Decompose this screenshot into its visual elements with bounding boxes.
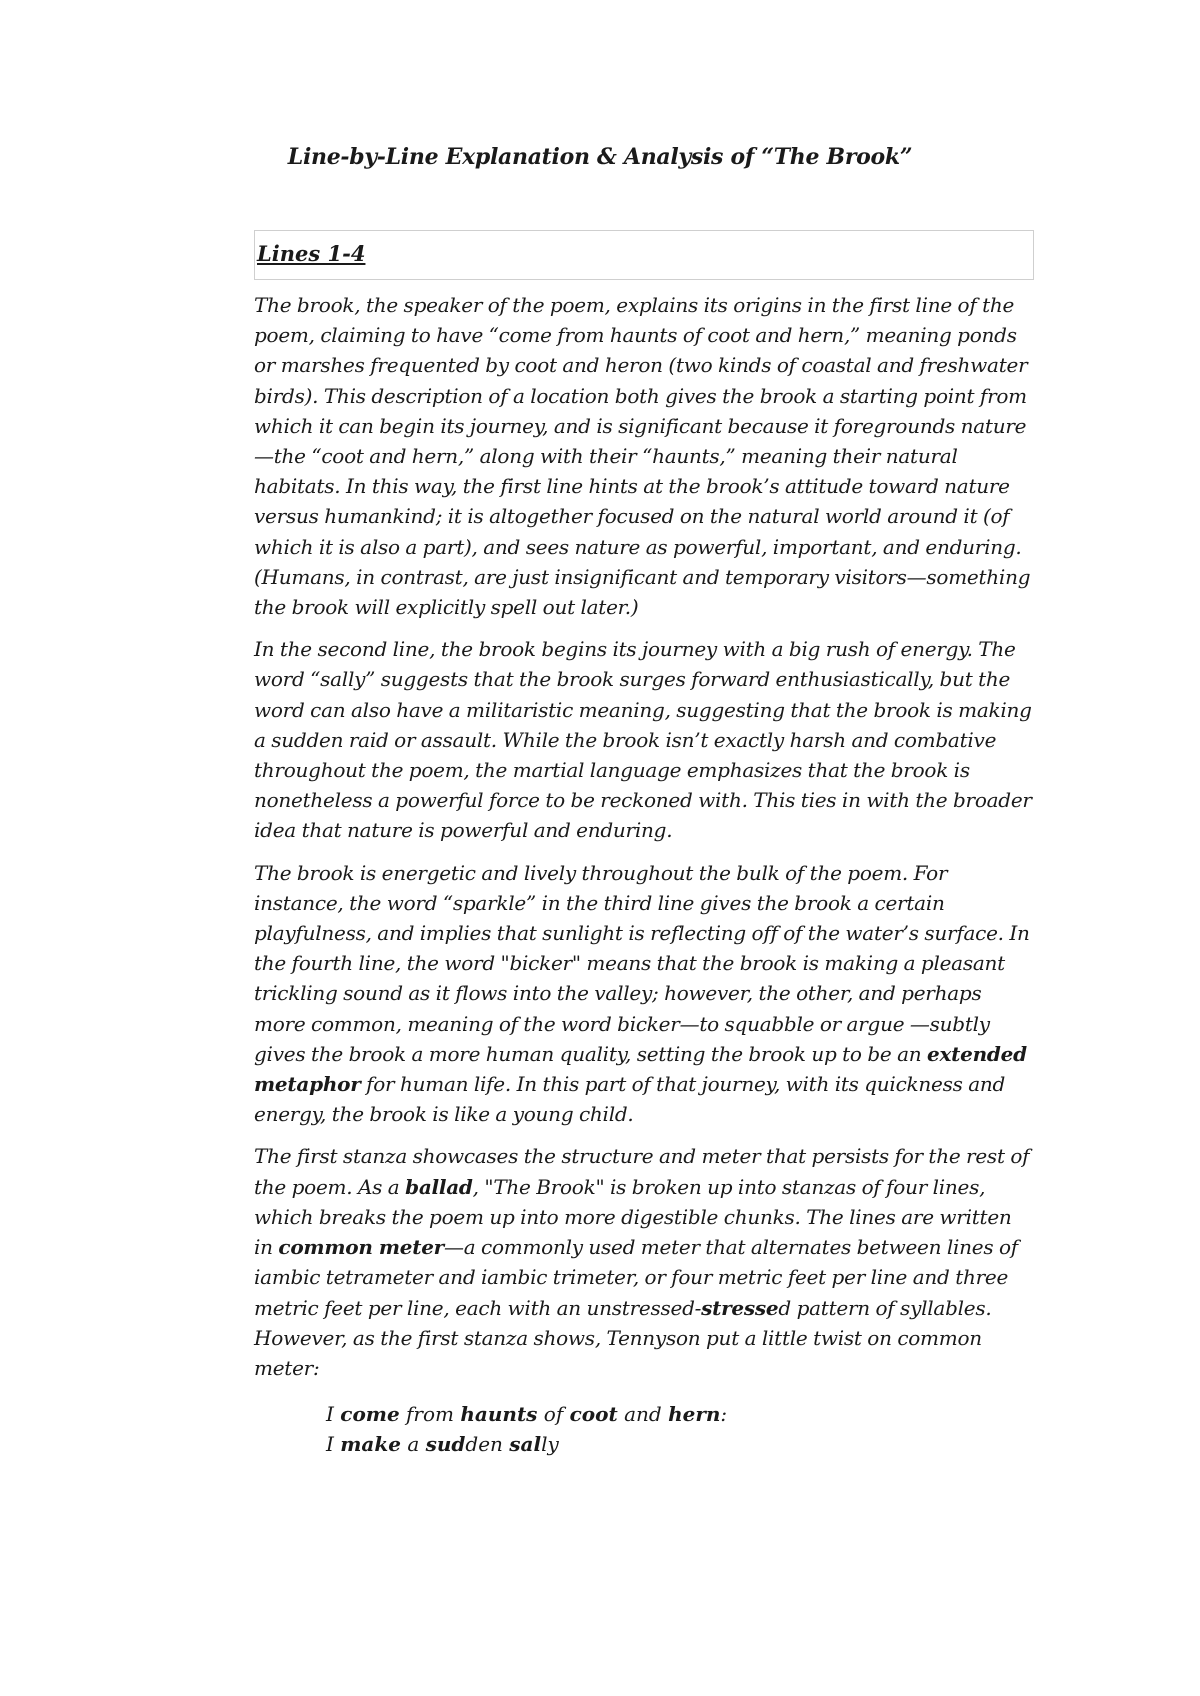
paragraph-4-text-d: d pattern of syllables. However, as the first stanza shows, Tennyson put a little twist on common meter: [254,1295,992,1380]
unstressed-text: from [399,1402,461,1427]
paragraph-2: In the second line, the brook begins its journey with a big rush of energy. The word “sally” suggests that the brook surges forward enthusiastically, but the word can also have a militaristic meaning, suggesting that the brook is making a sudden raid or assault. While the brook isn’t exactly harsh and combative throughout the poem, the martial language emphasizes that the brook is nonetheless a powerful force to be reckoned with. This ties in with the broader idea that nature is powerful and enduring. [254,637,1032,843]
paragraph-4 [254,1141,1034,1383]
stressed-syllable: come [340,1402,400,1427]
paragraph-3-text-b: for human life. In this part of that journey, with its quickness and energy, the brook is like a young child. [254,1072,1006,1127]
poem-quote [326,1399,1034,1459]
stressed-syllable: sud [425,1432,466,1457]
section-heading [254,230,1034,280]
paragraph-4-text-a: The first stanza showcases the structure and meter that persists for the rest of the poem. As a [254,1144,1030,1199]
unstressed-text: of [537,1402,570,1427]
paragraph-3-text-a: The brook is energetic and lively throughout the bulk of the poem. For instance, the word “sparkle” in the third line gives the brook a certain playfulness, and implies that sunlight is reflecting off of the water’s surface. In the fourth line, the word "bicker" means that the brook is making a pleasant trickling sound as it flows into the valley; however, the other, and perhaps more common, meaning of the word bicker—to squabble or argue —subtly gives the brook a more human quality, setting the brook up to be an [254,860,1030,1066]
term-common-meter: common meter [278,1235,444,1260]
unstressed-text: ly [541,1432,559,1457]
paragraph-1: The brook, the speaker of the poem, explains its origins in the first line of the poem, claiming to have “come from haunts of coot and hern,” meaning ponds or marshes frequented by coot and heron (two kinds of coastal and freshwater birds). This description of a location both gives the brook a starting point from which it can begin its journey, and is significant because it foregrounds nature—the “coot and hern,” along with their “haunts,” meaning their natural habitats. In this way, the first line hints at the brook’s attitude toward nature versus humankind; it is altogether focused on the natural world around it (of which it is also a part), and sees nature as powerful, important, and enduring. (Humans, in contrast, are just insignificant and temporary visitors—something the brook will explicitly spell out later.) [254,293,1031,620]
paragraph-4-text-b: , "The Brook" is broken up into stanzas of four lines, which breaks the poem up into more digestible chunks. The lines are written in [254,1174,1012,1260]
paragraph-4-text-c: —a commonly used meter that alternates between lines of iambic tetrameter and iambic trimeter, or four metric feet per line and three metric feet per line, each with an unstressed- [254,1235,1018,1320]
unstressed-text: and [617,1402,669,1427]
term-stressed: stresse [701,1295,779,1320]
stressed-syllable: make [340,1432,401,1457]
unstressed-text: I [326,1432,341,1457]
stressed-syllable: haunts [460,1402,538,1427]
unstressed-text: den [465,1432,510,1457]
unstressed-text: I [326,1402,341,1427]
unstressed-text: : [720,1402,728,1427]
section-heading-text: Lines 1-4 [257,241,366,266]
stressed-syllable: hern [668,1402,721,1427]
lines-section [254,230,1034,1459]
unstressed-text: a [400,1432,426,1457]
stressed-syllable: sal [509,1432,542,1457]
quote-line-1 [326,1399,1034,1429]
quote-line-2 [326,1429,1034,1459]
term-extended-metaphor: extended metaphor [254,1041,1027,1097]
term-ballad: ballad [405,1174,473,1199]
document-title: Line-by-Line Explanation & Analysis of “The Brook” [287,144,913,170]
stressed-syllable: coot [569,1402,618,1427]
paragraph-3 [254,858,1034,1130]
